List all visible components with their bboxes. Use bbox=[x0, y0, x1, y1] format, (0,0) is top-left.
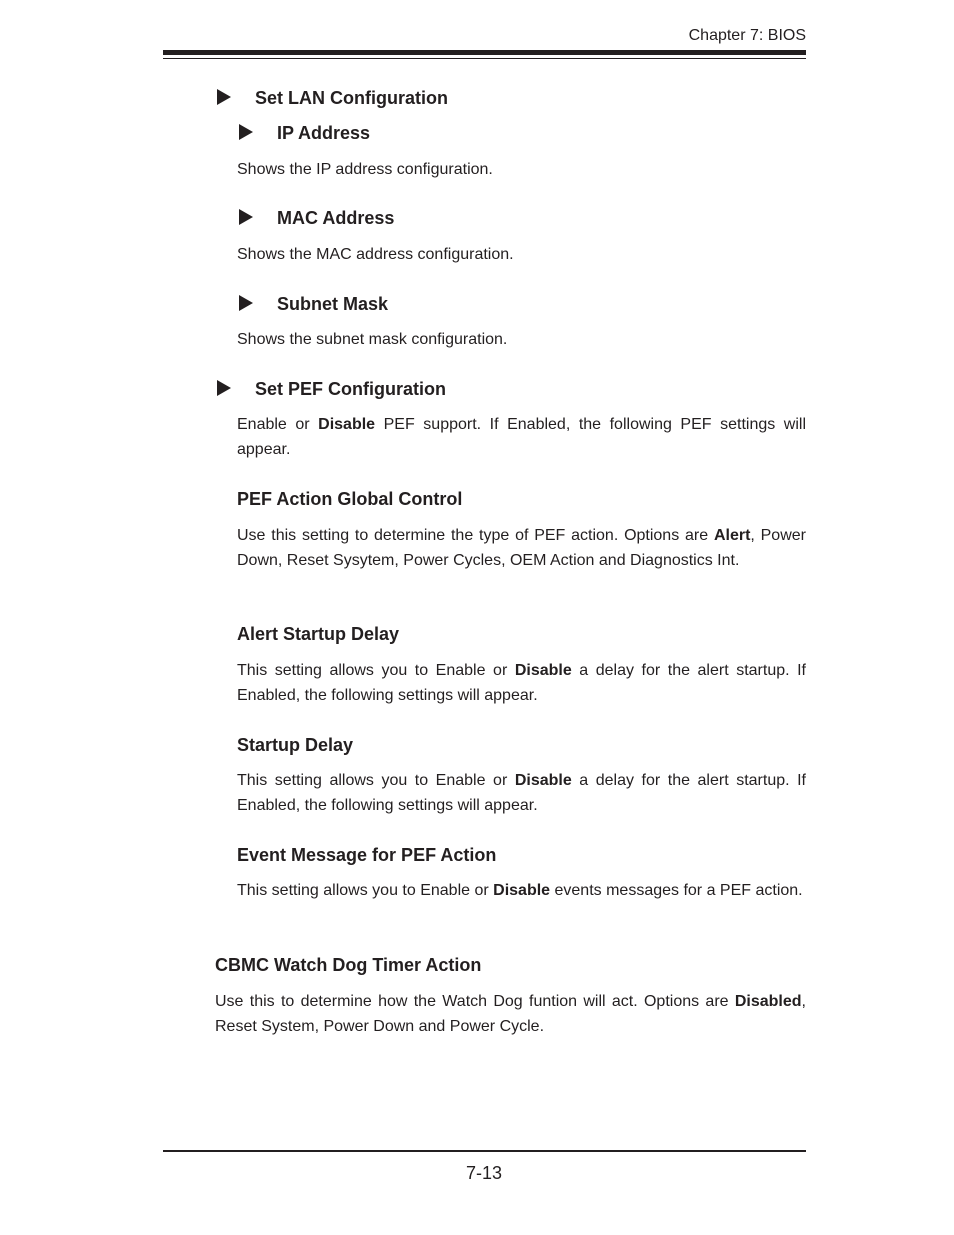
page-number: 7-13 bbox=[465, 1163, 503, 1183]
heading-mac-address: MAC Address bbox=[277, 208, 395, 228]
footer-rule bbox=[163, 1150, 806, 1152]
desc-startup-delay: This setting allows you to Enable or Disable a delay for the alert startup. If Enabled, the following settings will appear. bbox=[237, 772, 806, 814]
heading-cbmc-watch-dog-timer-action: CBMC Watch Dog Timer Action bbox=[215, 955, 482, 975]
header-rule-thick bbox=[163, 50, 806, 55]
heading-set-pef-configuration: Set PEF Configuration bbox=[255, 379, 446, 399]
header-rule-thin bbox=[163, 58, 806, 59]
heading-ip-address: IP Address bbox=[277, 123, 371, 143]
desc-subnet-mask: Shows the subnet mask configuration. bbox=[237, 331, 508, 348]
desc-mac-address: Shows the MAC address configuration. bbox=[237, 246, 514, 263]
desc-alert-startup-delay: This setting allows you to Enable or Disable a delay for the alert startup. If Enabled, the following settings will appear. bbox=[237, 662, 806, 704]
triangle-bullet-icon bbox=[217, 380, 231, 396]
triangle-bullet-icon bbox=[239, 124, 253, 140]
chapter-header: Chapter 7: BIOS bbox=[688, 27, 806, 44]
desc-cbmc-watch-dog-timer-action: Use this to determine how the Watch Dog funtion will act. Options are Disabled, Reset System, Power Down and Power Cycle. bbox=[215, 993, 806, 1035]
triangle-bullet-icon bbox=[239, 209, 253, 225]
triangle-bullet-icon bbox=[239, 295, 253, 311]
heading-alert-startup-delay: Alert Startup Delay bbox=[237, 624, 400, 644]
heading-subnet-mask: Subnet Mask bbox=[277, 294, 389, 314]
desc-set-pef-configuration: Enable or Disable PEF support. If Enabled, the following PEF settings will appear. bbox=[237, 416, 807, 458]
heading-startup-delay: Startup Delay bbox=[237, 735, 354, 755]
triangle-bullet-icon bbox=[217, 89, 231, 105]
desc-ip-address: Shows the IP address configuration. bbox=[237, 161, 493, 178]
desc-event-message-for-pef-action: This setting allows you to Enable or Disable events messages for a PEF action. bbox=[237, 882, 803, 899]
heading-pef-action-global-control: PEF Action Global Control bbox=[237, 489, 463, 509]
desc-pef-action-global-control: Use this setting to determine the type of PEF action. Options are Alert, Power Down, Reset Sysytem, Power Cycles, OEM Action and Diagnostics Int. bbox=[237, 527, 806, 569]
heading-event-message-for-pef-action: Event Message for PEF Action bbox=[237, 845, 497, 865]
heading-set-lan-configuration: Set LAN Configuration bbox=[255, 88, 448, 108]
